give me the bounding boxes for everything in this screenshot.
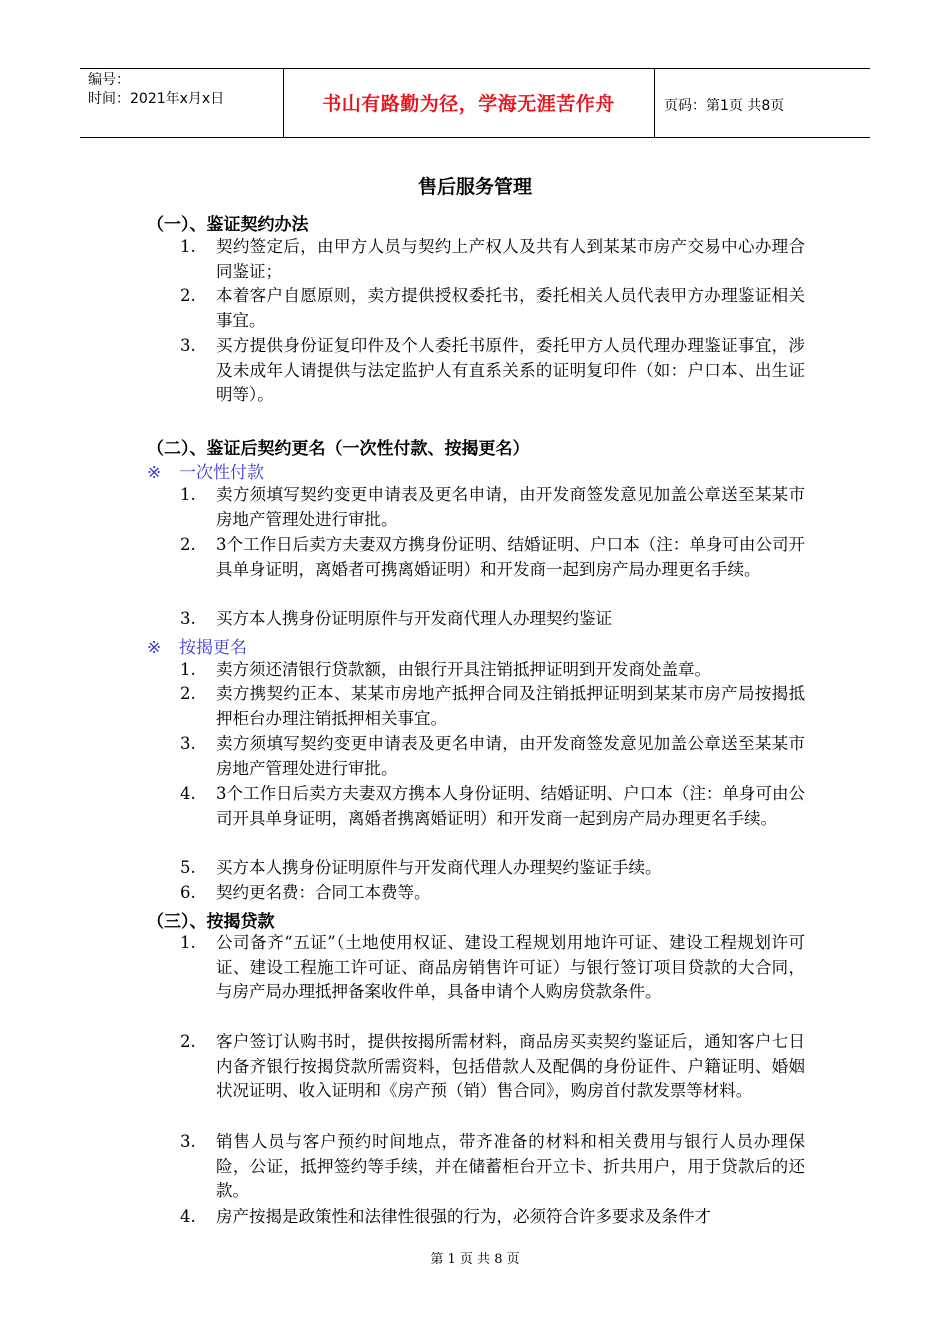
item-number: 3. <box>180 1132 196 1151</box>
item-text: 公司备齐“五证”（土地使用权证、建设工程规划用地许可证、建设工程规划许可证、建设工程施工许可证、商品房销售许可证）与银行签订项目贷款的大合同，与房产局办理抵押备案收件单，具备申请个人购房贷款条件。 <box>216 933 805 1001</box>
item-text: 本着客户自愿原则，卖方提供授权委托书，委托相关人员代表甲方办理鉴证相关事宜。 <box>216 286 805 330</box>
item-text: 房产按揭是政策性和法律性很强的行为，必须符合许多要求及条件才 <box>216 1207 711 1226</box>
header-page-info: 页码：第1页 共8页 <box>664 98 785 114</box>
list-item <box>180 1030 805 1104</box>
list-item <box>180 334 805 408</box>
list-item <box>180 881 805 906</box>
subsection-heading <box>147 633 247 658</box>
header-divider <box>654 69 655 137</box>
item-text: 卖方须填写契约变更申请表及更名申请，由开发商签发意见加盖公章送至某某市房地产管理处进行审批。 <box>216 734 805 778</box>
header-meta <box>88 71 224 109</box>
item-number: 3. <box>180 609 196 628</box>
item-text: 3个工作日后卖方夫妻双方携本人身份证明、结婚证明、户口本（注：单身可由公司开具单身证明，离婚者携离婚证明）和开发商一起到房产局办理更名手续。 <box>216 784 805 828</box>
item-number: 1. <box>180 237 196 256</box>
item-number: 2. <box>180 286 196 305</box>
item-number: 2. <box>180 535 196 554</box>
list-item <box>180 931 805 1005</box>
list-item <box>180 732 805 781</box>
list-item <box>180 856 805 881</box>
item-number: 1. <box>180 660 196 679</box>
list-item <box>180 682 805 731</box>
list-item <box>180 782 805 831</box>
list-item <box>180 533 805 582</box>
item-text: 卖方携契约正本、某某市房地产抵押合同及注销抵押证明到某某市房产局按揭抵押柜台办理注销抵押相关事宜。 <box>216 684 805 728</box>
item-text: 客户签订认购书时，提供按揭所需材料，商品房买卖契约鉴证后，通知客户七日内备齐银行按揭贷款所需资料，包括借款人及配偶的身份证件、户籍证明、婚姻状况证明、收入证明和《房产预（销）售合同》，购房首付款发票等材料。 <box>216 1032 805 1100</box>
item-text: 买方本人携身份证明原件与开发商代理人办理契约鉴证手续。 <box>216 858 662 877</box>
item-text: 契约更名费：合同工本费等。 <box>216 883 431 902</box>
header-motto: 书山有路勤为径，学海无涯苦作舟 <box>322 93 615 115</box>
page-footer: 第 1 页 共 8 页 <box>430 1252 520 1267</box>
item-text: 卖方须还清银行贷款额，由银行开具注销抵押证明到开发商处盖章。 <box>216 660 711 679</box>
list-item <box>180 483 805 532</box>
list-item <box>180 284 805 333</box>
item-number: 2. <box>180 1032 196 1051</box>
reference-mark-icon: ※ <box>147 638 162 658</box>
list-item <box>180 607 805 632</box>
item-number: 1. <box>180 933 196 952</box>
item-number: 1. <box>180 485 196 504</box>
item-number: 5. <box>180 858 196 877</box>
doc-time-label: 时间：2021年x月x日 <box>88 91 225 107</box>
item-number: 3. <box>180 734 196 753</box>
subsection-heading <box>147 458 264 483</box>
list-item <box>180 658 805 683</box>
list-item <box>180 1130 805 1204</box>
section-heading: （一）、鉴证契约办法 <box>147 215 309 235</box>
item-text: 买方本人携身份证明原件与开发商代理人办理契约鉴证 <box>216 609 612 628</box>
item-number: 6. <box>180 883 196 902</box>
document-title: 售后服务管理 <box>417 176 532 198</box>
page-header <box>80 68 870 138</box>
section-heading: （三）、按揭贷款 <box>147 912 275 932</box>
item-number: 4. <box>180 1207 196 1226</box>
item-text: 销售人员与客户预约时间地点，带齐准备的材料和相关费用与银行人员办理保险，公证，抵押签约等手续，并在储蓄柜台开立卡、折共用户，用于贷款后的还款。 <box>216 1132 805 1200</box>
item-text: 3个工作日后卖方夫妻双方携身份证明、结婚证明、户口本（注：单身可由公司开具单身证明，离婚者可携离婚证明）和开发商一起到房产局办理更名手续。 <box>216 535 805 579</box>
item-number: 4. <box>180 784 196 803</box>
list-item <box>180 1205 805 1230</box>
item-text: 卖方须填写契约变更申请表及更名申请，由开发商签发意见加盖公章送至某某市房地产管理处进行审批。 <box>216 485 805 529</box>
item-number: 3. <box>180 336 196 355</box>
item-number: 2. <box>180 684 196 703</box>
subsection-label: 按揭更名 <box>179 638 247 658</box>
section-heading: （二）、鉴证后契约更名（一次性付款、按揭更名） <box>147 439 530 459</box>
doc-number-label: 编号： <box>88 72 130 88</box>
reference-mark-icon: ※ <box>147 463 162 483</box>
subsection-label: 一次性付款 <box>179 463 264 483</box>
list-item <box>180 235 805 284</box>
item-text: 买方提供身份证复印件及个人委托书原件，委托甲方人员代理办理鉴证事宜，涉及未成年人请提供与法定监护人有直系关系的证明复印件（如：户口本、出生证明等）。 <box>216 336 805 404</box>
item-text: 契约签定后，由甲方人员与契约上产权人及共有人到某某市房产交易中心办理合同鉴证； <box>216 237 805 281</box>
